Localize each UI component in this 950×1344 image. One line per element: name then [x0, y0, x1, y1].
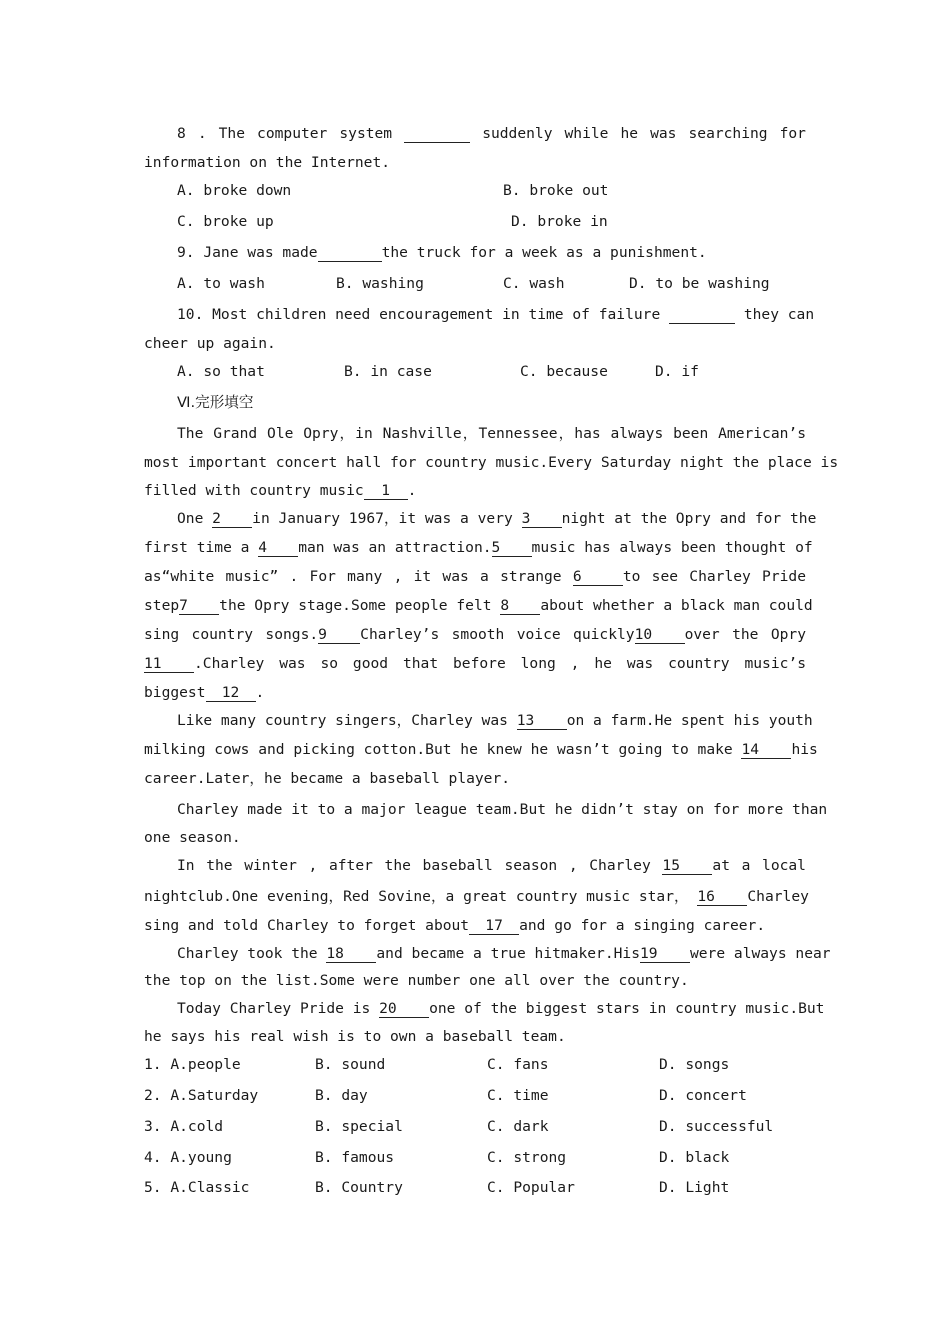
text: over the Opry [684, 626, 806, 643]
q10-text-tail: they can [743, 306, 815, 323]
q10-option-b: B. in case [344, 363, 432, 380]
section-title: Ⅵ.完形填空 [177, 394, 254, 411]
q10-option-c: C. because [520, 363, 608, 380]
text: One [177, 510, 204, 527]
text: biggest [144, 684, 206, 701]
cloze-blank-20: 20 [379, 1001, 429, 1018]
text: at a local [712, 857, 806, 874]
cloze-blank-11: 11 [144, 656, 194, 673]
q10-text: 10. Most children need encouragement in time of failure [177, 306, 661, 323]
cloze-option-3d: D. successful [659, 1118, 774, 1135]
text: .Charley was so good that before long , he was country music’s [194, 655, 806, 672]
cloze-option-3a: 3. A.cold [144, 1118, 224, 1135]
q8-option-c: C. broke up [177, 213, 274, 230]
cloze-option-5d: D. Light [659, 1179, 730, 1196]
cloze-blank-12: 12 [206, 685, 256, 702]
passage-p2-line6 [144, 654, 806, 674]
q10-answer-blank [669, 307, 735, 324]
text: sing and told Charley to forget about [144, 917, 470, 934]
text: were always near [689, 945, 831, 962]
passage-p1-line1: The Grand Ole Opry，in Nashville，Tennessee，has always been American’s [177, 425, 806, 442]
text: Today Charley Pride is [177, 1000, 371, 1017]
text: sing country songs. [144, 626, 319, 643]
text: filled with country music [144, 482, 364, 499]
q8-option-d: D. broke in [511, 213, 608, 230]
cloze-option-2c: C. time [487, 1087, 549, 1104]
q9-text-tail: the truck for a week as a punishment. [381, 244, 707, 261]
cloze-option-1d: D. songs [659, 1056, 730, 1073]
cloze-blank-14: 14 [741, 742, 791, 759]
q8-option-a: A. broke down [177, 182, 292, 199]
cloze-blank-3: 3 [522, 511, 562, 528]
text: the Opry stage.Some people felt [219, 597, 492, 614]
passage-p7-line2: he says his real wish is to own a baseball team. [144, 1028, 566, 1045]
text: milking cows and picking cotton.But he knew he wasn’t going to make [144, 741, 733, 758]
passage-p5-line1 [177, 856, 806, 876]
q8-option-b: B. broke out [503, 182, 609, 199]
text: in January 1967，it was a very [252, 510, 513, 527]
text: man was an attraction. [298, 539, 492, 556]
cloze-option-5a: 5. A.Classic [144, 1179, 250, 1196]
text: and go for a singing career. [519, 917, 766, 934]
text: In the winter , after the baseball season , Charley [177, 857, 651, 874]
q9-option-d: D. to be washing [629, 275, 770, 292]
cloze-blank-6: 6 [573, 569, 623, 586]
cloze-blank-1: 1 [364, 483, 408, 500]
passage-p2-line3 [144, 567, 806, 587]
question-8-line1 [177, 124, 806, 144]
question-10-line1 [177, 305, 815, 325]
passage-p4-line1: Charley made it to a major league team.But he didn’t stay on for more than [177, 801, 828, 818]
text: on a farm.He spent his youth [566, 712, 813, 729]
q9-option-c: C. wash [503, 275, 565, 292]
cloze-option-3b: B. special [315, 1118, 403, 1135]
cloze-option-5b: B. Country [315, 1179, 403, 1196]
q9-text: 9. Jane was made [177, 244, 318, 261]
passage-p1-line2: most important concert hall for country music.Every Saturday night the place is [144, 454, 839, 471]
q10-option-a: A. so that [177, 363, 265, 380]
cloze-blank-9: 9 [318, 627, 360, 644]
cloze-blank-4: 4 [258, 540, 298, 557]
text: about whether a black man could [540, 597, 813, 614]
q8-answer-blank [404, 126, 470, 143]
question-8-line2: information on the Internet. [144, 154, 391, 171]
text: as“white music” . For many , it was a strange [144, 568, 562, 585]
passage-p4-line2: one season. [144, 829, 241, 846]
passage-p2-line4 [144, 596, 813, 616]
cloze-blank-16: 16 [697, 889, 747, 906]
q9-answer-blank [318, 245, 382, 262]
cloze-blank-5: 5 [492, 540, 532, 557]
text: music has always been thought of [531, 539, 813, 556]
question-10-line2: cheer up again. [144, 335, 276, 352]
cloze-option-4a: 4. A.young [144, 1149, 232, 1166]
text: one of the biggest stars in country music.But [429, 1000, 825, 1017]
q9-option-a: A. to wash [177, 275, 265, 292]
cloze-option-1a: 1. A.people [144, 1056, 241, 1073]
text: and became a true hitmaker.His [376, 945, 640, 962]
passage-p2-line1 [177, 509, 817, 529]
text: Like many country singers，Charley was [177, 712, 508, 729]
cloze-blank-7: 7 [179, 598, 219, 615]
passage-p2-line2 [144, 538, 813, 558]
text: to see Charley Pride [622, 568, 806, 585]
text: nightclub.One evening，Red Sovine，a great country music star， [144, 888, 689, 905]
q8-text-tail: suddenly while he was searching for [482, 125, 806, 142]
cloze-blank-19: 19 [640, 946, 690, 963]
cloze-option-1b: B. sound [315, 1056, 386, 1073]
q9-option-b: B. washing [336, 275, 424, 292]
cloze-blank-10: 10 [635, 627, 685, 644]
cloze-blank-8: 8 [500, 598, 540, 615]
cloze-option-4c: C. strong [487, 1149, 567, 1166]
cloze-blank-2: 2 [212, 511, 252, 528]
cloze-option-2a: 2. A.Saturday [144, 1087, 259, 1104]
text: Charley’s smooth voice quickly [360, 626, 635, 643]
question-9 [177, 243, 707, 263]
cloze-option-4b: B. famous [315, 1149, 395, 1166]
cloze-blank-13: 13 [517, 713, 567, 730]
cloze-blank-18: 18 [326, 946, 376, 963]
text: . [407, 482, 417, 499]
text: . [255, 684, 265, 701]
passage-p3-line2 [144, 740, 818, 760]
cloze-option-4d: D. black [659, 1149, 730, 1166]
text: first time a [144, 539, 250, 556]
cloze-blank-15: 15 [662, 858, 712, 875]
cloze-option-3c: C. dark [487, 1118, 549, 1135]
text: Charley [747, 888, 809, 905]
passage-p2-line7 [144, 683, 264, 703]
q8-text: 8 . The computer system [177, 125, 393, 142]
text: Charley took the [177, 945, 318, 962]
passage-p6-line1 [177, 944, 831, 964]
passage-p7-line1 [177, 999, 825, 1019]
passage-p2-line5 [144, 625, 806, 645]
cloze-option-2b: B. day [315, 1087, 368, 1104]
passage-p5-line2 [144, 887, 809, 907]
cloze-option-1c: C. fans [487, 1056, 549, 1073]
q10-option-d: D. if [655, 363, 699, 380]
text: step [144, 597, 180, 614]
passage-p1-line3 [144, 481, 416, 501]
passage-p3-line1 [177, 711, 813, 731]
cloze-blank-17: 17 [469, 918, 519, 935]
passage-p5-line3 [144, 916, 765, 936]
passage-p6-line2: the top on the list.Some were number one all over the country. [144, 972, 689, 989]
text: his [791, 741, 818, 758]
text: night at the Opry and for the [561, 510, 817, 527]
cloze-option-2d: D. concert [659, 1087, 747, 1104]
passage-p3-line3: career.Later，he became a baseball player. [144, 770, 511, 787]
cloze-option-5c: C. Popular [487, 1179, 575, 1196]
